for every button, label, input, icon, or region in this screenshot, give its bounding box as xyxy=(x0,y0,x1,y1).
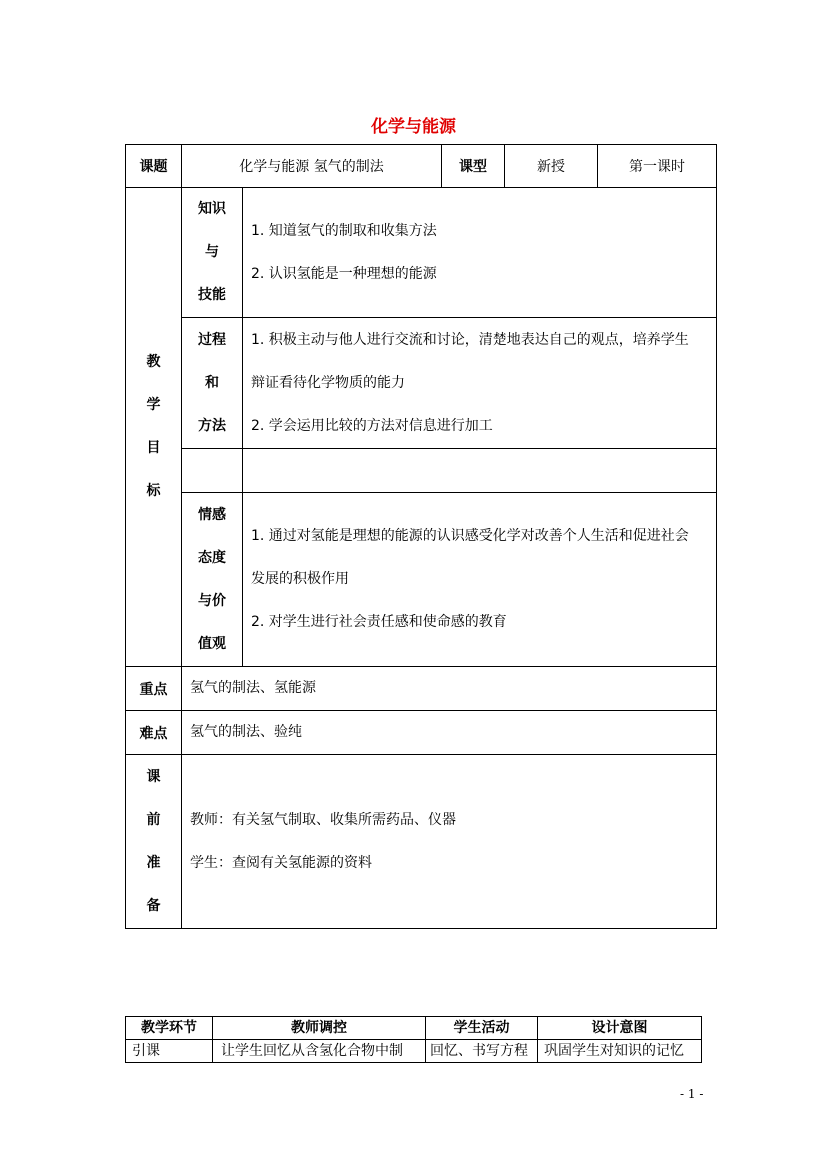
preparation-label-char: 前 xyxy=(146,811,161,828)
preparation-content xyxy=(182,755,717,929)
process-label-line: 方法 xyxy=(198,417,226,434)
emotion-item: 发展的积极作用 xyxy=(251,571,349,587)
flow-header-cell: 设计意图 xyxy=(538,1017,702,1040)
header-row xyxy=(126,145,717,188)
flow-cell: 回忆、书写方程 xyxy=(426,1040,538,1063)
emotion-item: 2. 对学生进行社会责任感和使命感的教育 xyxy=(251,614,507,630)
emotion-label-line: 态度 xyxy=(198,549,226,566)
preparation-label xyxy=(126,755,182,929)
process-row xyxy=(126,318,717,449)
flow-header-row xyxy=(126,1017,702,1040)
key-points-label: 重点 xyxy=(126,667,182,711)
empty-row xyxy=(126,449,717,493)
emotion-label-line: 与价 xyxy=(198,592,226,609)
objectives-label-char: 教 xyxy=(146,354,161,370)
preparation-label-char: 课 xyxy=(146,768,161,785)
emotion-label-line: 值观 xyxy=(198,635,226,652)
preparation-label-char: 备 xyxy=(146,897,161,914)
document-title: 化学与能源 xyxy=(371,117,456,137)
objectives-label-char: 目 xyxy=(146,440,161,456)
preparation-teacher: 教师：有关氢气制取、收集所需药品、仪器 xyxy=(190,811,456,828)
process-item: 1. 积极主动与他人进行交流和讨论，清楚地表达自己的观点，培养学生 xyxy=(251,331,689,348)
difficulties-label: 难点 xyxy=(126,711,182,755)
type-label: 课型 xyxy=(442,145,505,188)
process-item: 辩证看待化学物质的能力 xyxy=(251,374,405,391)
flow-row xyxy=(126,1040,702,1063)
emotion-label xyxy=(182,493,243,667)
difficulties-value: 氢气的制法、验纯 xyxy=(182,711,717,755)
preparation-student: 学生：查阅有关氢能源的资料 xyxy=(190,854,372,871)
teaching-flow-table xyxy=(125,1016,702,1063)
emotion-content xyxy=(243,493,717,667)
knowledge-label xyxy=(182,188,243,318)
page-cut-mask xyxy=(0,1066,827,1086)
process-label xyxy=(182,318,243,449)
empty-label-cell xyxy=(182,449,243,493)
preparation-label-char: 准 xyxy=(146,854,161,871)
process-label-line: 和 xyxy=(205,374,219,391)
empty-content-cell xyxy=(243,449,717,493)
flow-cell: 让学生回忆从含氢化合物中制 xyxy=(213,1040,426,1063)
knowledge-label-line: 技能 xyxy=(198,287,226,303)
type-value: 新授 xyxy=(505,145,598,188)
knowledge-row xyxy=(126,188,717,318)
emotion-row xyxy=(126,493,717,667)
flow-cell: 引课 xyxy=(126,1040,213,1063)
flow-header-cell: 学生活动 xyxy=(426,1017,538,1040)
period-value: 第一课时 xyxy=(598,145,717,188)
knowledge-label-line: 知识 xyxy=(198,201,226,217)
emotion-item: 1. 通过对氢能是理想的能源的认识感受化学对改善个人生活和促进社会 xyxy=(251,528,689,544)
flow-header-cell: 教师调控 xyxy=(213,1017,426,1040)
knowledge-content xyxy=(243,188,717,318)
process-item: 2. 学会运用比较的方法对信息进行加工 xyxy=(251,417,493,434)
lesson-plan-table xyxy=(125,144,717,929)
preparation-row xyxy=(126,755,717,929)
knowledge-item: 2. 认识氢能是一种理想的能源 xyxy=(251,265,437,282)
key-points-row xyxy=(126,667,717,711)
flow-cell: 巩固学生对知识的记忆 xyxy=(538,1040,702,1063)
flow-header-cell: 教学环节 xyxy=(126,1017,213,1040)
page-number: - 1 - xyxy=(680,1087,704,1101)
knowledge-item: 1. 知道氢气的制取和收集方法 xyxy=(251,222,437,239)
difficulties-row xyxy=(126,711,717,755)
objectives-label xyxy=(126,188,182,667)
process-content xyxy=(243,318,717,449)
knowledge-label-line: 与 xyxy=(205,244,219,260)
process-label-line: 过程 xyxy=(198,331,226,348)
emotion-label-line: 情感 xyxy=(198,506,226,523)
objectives-label-char: 学 xyxy=(146,397,161,413)
topic-value: 化学与能源 氢气的制法 xyxy=(182,145,442,188)
objectives-label-char: 标 xyxy=(146,483,161,499)
topic-label: 课题 xyxy=(126,145,182,188)
key-points-value: 氢气的制法、氢能源 xyxy=(182,667,717,711)
